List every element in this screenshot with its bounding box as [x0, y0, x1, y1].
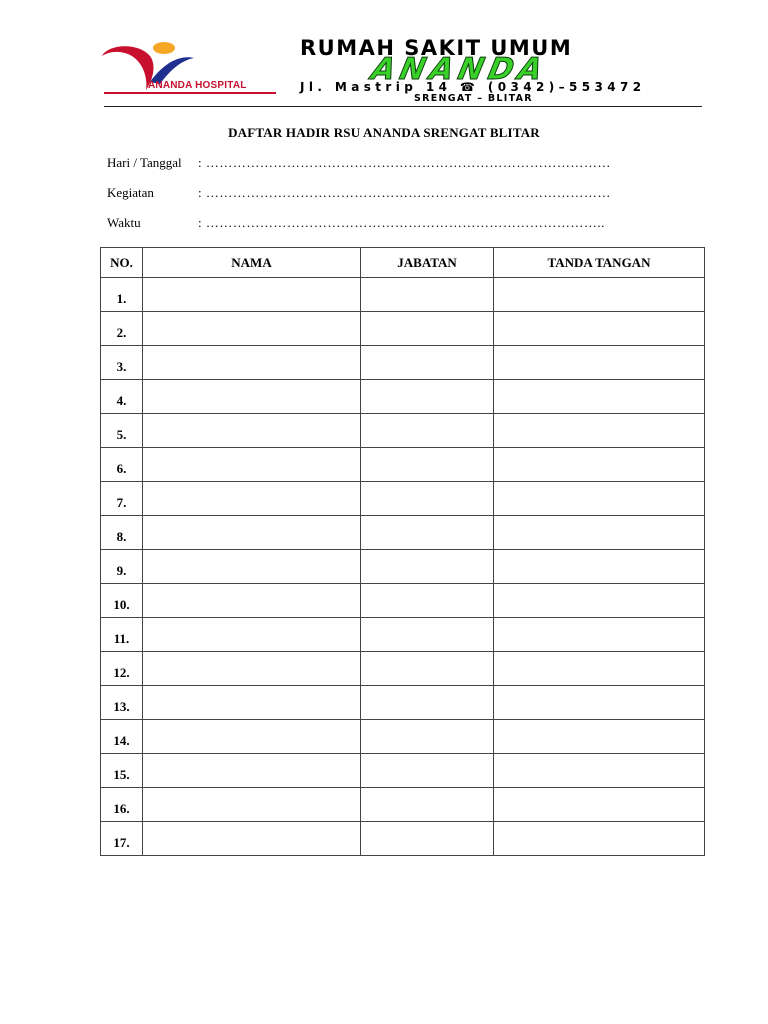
table-row [101, 584, 705, 618]
document-title: DAFTAR HADIR RSU ANANDA SRENGAT BLITAR [228, 125, 540, 140]
table-row [101, 346, 705, 380]
field-activity-value[interactable]: : ……………………………………………………………………………… [198, 185, 611, 200]
field-activity-label: Kegiatan [107, 185, 154, 200]
table-row [101, 414, 705, 448]
hospital-name: ANANDA [368, 52, 551, 87]
position-cell[interactable] [361, 482, 494, 516]
signature-cell[interactable] [494, 414, 705, 448]
signature-cell[interactable] [494, 448, 705, 482]
table-row [101, 788, 705, 822]
signature-cell[interactable] [494, 346, 705, 380]
signature-cell[interactable] [494, 652, 705, 686]
name-cell[interactable] [143, 754, 361, 788]
signature-cell[interactable] [494, 584, 705, 618]
table-row [101, 822, 705, 856]
row-number: 9. [101, 550, 143, 584]
table-row [101, 720, 705, 754]
position-cell[interactable] [361, 618, 494, 652]
name-cell[interactable] [143, 380, 361, 414]
table-body [101, 278, 705, 856]
row-number: 1. [101, 278, 143, 312]
position-cell[interactable] [361, 516, 494, 550]
table-row [101, 686, 705, 720]
position-cell[interactable] [361, 584, 494, 618]
row-number: 5. [101, 414, 143, 448]
row-number: 14. [101, 720, 143, 754]
position-cell[interactable] [361, 686, 494, 720]
signature-cell[interactable] [494, 312, 705, 346]
signature-cell[interactable] [494, 754, 705, 788]
field-time[interactable] [107, 215, 605, 231]
name-cell[interactable] [143, 686, 361, 720]
table-row [101, 278, 705, 312]
row-number: 13. [101, 686, 143, 720]
field-date[interactable] [107, 155, 611, 171]
name-cell[interactable] [143, 652, 361, 686]
row-number: 17. [101, 822, 143, 856]
signature-cell[interactable] [494, 822, 705, 856]
position-cell[interactable] [361, 550, 494, 584]
position-cell[interactable] [361, 414, 494, 448]
signature-cell[interactable] [494, 550, 705, 584]
position-cell[interactable] [361, 788, 494, 822]
header-jabatan: JABATAN [361, 248, 494, 278]
name-cell[interactable] [143, 550, 361, 584]
row-number: 3. [101, 346, 143, 380]
attendance-table [100, 247, 705, 856]
signature-cell[interactable] [494, 516, 705, 550]
logo-text: ANANDA HOSPITAL [148, 80, 247, 91]
name-cell[interactable] [143, 720, 361, 754]
signature-cell[interactable] [494, 380, 705, 414]
row-number: 12. [101, 652, 143, 686]
signature-cell[interactable] [494, 788, 705, 822]
hospital-city: SRENGAT – BLITAR [414, 93, 533, 104]
position-cell[interactable] [361, 822, 494, 856]
table-row [101, 516, 705, 550]
header-nama: NAMA [143, 248, 361, 278]
name-cell[interactable] [143, 312, 361, 346]
position-cell[interactable] [361, 652, 494, 686]
name-cell[interactable] [143, 516, 361, 550]
signature-cell[interactable] [494, 720, 705, 754]
row-number: 10. [101, 584, 143, 618]
table-row [101, 618, 705, 652]
table-row [101, 550, 705, 584]
table-row [101, 754, 705, 788]
position-cell[interactable] [361, 346, 494, 380]
position-cell[interactable] [361, 312, 494, 346]
position-cell[interactable] [361, 720, 494, 754]
row-number: 6. [101, 448, 143, 482]
row-number: 2. [101, 312, 143, 346]
table-row [101, 380, 705, 414]
field-date-value[interactable]: : ……………………………………………………………………………… [198, 155, 611, 170]
name-cell[interactable] [143, 346, 361, 380]
row-number: 4. [101, 380, 143, 414]
signature-cell[interactable] [494, 482, 705, 516]
row-number: 7. [101, 482, 143, 516]
position-cell[interactable] [361, 448, 494, 482]
name-cell[interactable] [143, 584, 361, 618]
position-cell[interactable] [361, 380, 494, 414]
name-cell[interactable] [143, 788, 361, 822]
table-header-row [101, 248, 705, 278]
signature-cell[interactable] [494, 278, 705, 312]
header-no: NO. [101, 248, 143, 278]
field-time-value[interactable]: : …………………………………………………………………………….. [198, 215, 605, 230]
row-number: 8. [101, 516, 143, 550]
header-tanda-tangan: TANDA TANGAN [494, 248, 705, 278]
name-cell[interactable] [143, 618, 361, 652]
logo-underline [104, 92, 276, 94]
field-date-label: Hari / Tanggal [107, 155, 182, 170]
row-number: 16. [101, 788, 143, 822]
name-cell[interactable] [143, 448, 361, 482]
hospital-address: Jl. Mastrip 14 ☎ (0342)–553472 [300, 80, 646, 94]
field-activity[interactable] [107, 185, 611, 201]
letterhead [0, 0, 768, 110]
name-cell[interactable] [143, 482, 361, 516]
field-time-label: Waktu [107, 215, 141, 230]
table-row [101, 448, 705, 482]
position-cell[interactable] [361, 278, 494, 312]
row-number: 11. [101, 618, 143, 652]
name-cell[interactable] [143, 414, 361, 448]
name-cell[interactable] [143, 278, 361, 312]
row-number: 15. [101, 754, 143, 788]
table-row [101, 482, 705, 516]
table-row [101, 312, 705, 346]
table-row [101, 652, 705, 686]
position-cell[interactable] [361, 754, 494, 788]
name-cell[interactable] [143, 822, 361, 856]
signature-cell[interactable] [494, 618, 705, 652]
header-divider [104, 106, 702, 107]
signature-cell[interactable] [494, 686, 705, 720]
hospital-title: RUMAH SAKIT UMUM [300, 36, 573, 60]
